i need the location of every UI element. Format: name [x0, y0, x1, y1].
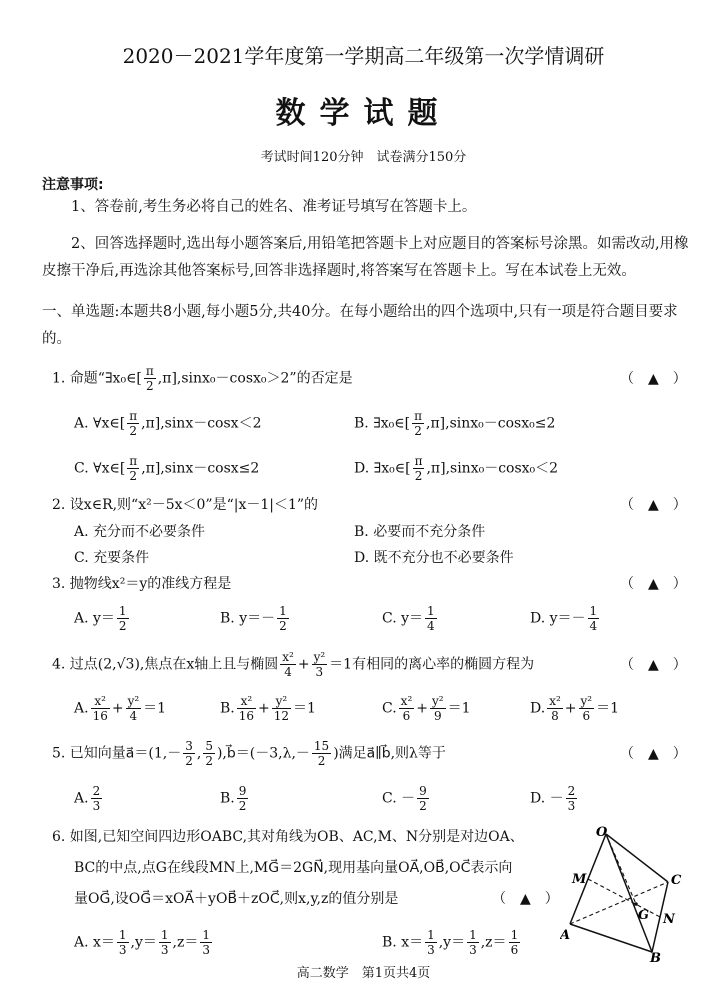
- fraction: $\frac{\text{y²}}{6}$: [580, 694, 593, 723]
- answer-blank: （ ▲ ）: [620, 576, 687, 592]
- fraction: $\frac{\pi}{2}$: [129, 454, 138, 483]
- fraction: $\frac{1}{4}$: [427, 604, 435, 633]
- fraction: $\frac{9}{2}$: [419, 784, 427, 813]
- label-m: M: [572, 872, 587, 887]
- label-g: G: [638, 908, 650, 923]
- q1-option-d: D. ∃x₀∈[ $\frac{\pi}{2}$ ,π],sinx₀－cosx₀＜2: [354, 454, 559, 483]
- answer-blank: （ ▲ ）: [620, 657, 687, 673]
- q2-option-d: D. 既不充分也不必要条件: [354, 550, 514, 566]
- q5-option-b: B. $\frac{9}{2}$: [220, 784, 247, 813]
- fraction: $\frac{\text{x²}}{16}$: [238, 694, 255, 723]
- answer-blank: （ ▲ ）: [492, 891, 559, 907]
- q2-option-c: C. 充要条件: [74, 550, 150, 566]
- edge-ab: [570, 924, 652, 952]
- q1-option-c: C. ∀x∈[ $\frac{\pi}{2}$ ,π],sinx－cosx≤2: [74, 454, 260, 483]
- fraction: $\frac{\pi}{2}$: [145, 364, 154, 393]
- q3-option-b: B. y＝－ $\frac{1}{2}$: [220, 604, 287, 633]
- fraction: $\frac{1}{3}$: [160, 928, 169, 957]
- q4-option-d: D. $\frac{\text{x²}}{8}$ + $\frac{\text{y²}}{6}$ ＝1: [530, 694, 620, 723]
- q6-option-a: A. x＝ $\frac{1}{3}$ ,y＝ $\frac{1}{3}$ ,z＝ $\frac{1}{3}$: [74, 928, 211, 957]
- fraction: $\frac{5}{2}$: [205, 739, 213, 768]
- q1-option-b: B. ∃x₀∈[ $\frac{\pi}{2}$ ,π],sinx₀－cosx₀≤2: [354, 409, 556, 438]
- fraction: $\frac{1}{4}$: [589, 604, 598, 633]
- tetrahedron-figure: [560, 822, 690, 962]
- fraction: $\frac{2}{3}$: [567, 784, 576, 813]
- q3-option-a: A. y＝ $\frac{1}{2}$: [74, 604, 127, 633]
- question-1-stem: 1. 命题“∃x₀∈[ $\frac{\pi}{2}$ ,π],sinx₀－cosx₀＞2”的否定是: [52, 364, 353, 393]
- q5-option-d: D. － $\frac{2}{3}$: [530, 784, 576, 813]
- q5-option-c: C. － $\frac{9}{2}$: [382, 784, 427, 813]
- q4-option-c: C. $\frac{\text{x²}}{6}$ + $\frac{\text{y²}}{9}$ ＝1: [382, 694, 471, 723]
- q3-option-d: D. y＝－ $\frac{1}{4}$: [530, 604, 598, 633]
- q6-option-b: B. x＝ $\frac{1}{3}$ ,y＝ $\frac{1}{3}$ ,z＝ $\frac{1}{6}$: [382, 928, 519, 957]
- fraction: $\frac{1}{3}$: [202, 928, 211, 957]
- question-6-line-2: BC的中点,点G在线段MN上,MG⃗＝2GN⃗,现用基向量OA⃗,OB⃗,OC⃗表示向: [74, 860, 513, 876]
- fraction: $\frac{\text{x²}}{8}$: [549, 694, 561, 723]
- label-a: A: [560, 928, 571, 943]
- question-3-stem: 3. 抛物线x²＝y的准线方程是: [52, 576, 232, 592]
- q4-option-a: A. $\frac{\text{x²}}{16}$ + $\frac{\text{y²}}{4}$ ＝1: [74, 694, 167, 723]
- answer-blank: （ ▲ ）: [620, 497, 687, 513]
- question-6-line-1: 6. 如图,已知空间四边形OABC,其对角线为OB、AC,M、N分别是对边OA、: [52, 829, 524, 845]
- page-footer: 高二数学 第1页共4页: [296, 966, 431, 981]
- fraction: $\frac{9}{2}$: [238, 784, 247, 813]
- fraction: $\frac{\text{y²}}{12}$: [273, 694, 290, 723]
- label-c: C: [671, 873, 682, 888]
- notice-item-2: 2、回答选择题时,选出每小题答案后,用铅笔把答题卡上对应题目的答案标号涂黑。如需改动,用橡皮擦干净后,再选涂其他答案标号,回答非选择题时,将答案写在答题卡上。写在本试卷上无效。: [42, 236, 689, 279]
- q2-option-a: A. 充分而不必要条件: [74, 524, 206, 540]
- fraction: $\frac{15}{2}$: [313, 739, 330, 768]
- subject-title: 数学试题: [275, 96, 452, 131]
- fraction: $\frac{\text{y²}}{4}$: [127, 694, 140, 723]
- q5-option-a: A. $\frac{2}{3}$: [74, 784, 101, 813]
- fraction: $\frac{\text{y²}}{9}$: [431, 694, 444, 723]
- fraction: $\frac{1}{2}$: [118, 604, 127, 633]
- exam-meta: 考试时间120分钟 试卷满分150分: [260, 150, 467, 165]
- section1-heading: 一、单选题:本题共8小题,每小题5分,共40分。在每小题给出的四个选项中,只有一项是符合题目要求的。: [42, 304, 678, 347]
- fraction: $\frac{1}{3}$: [469, 928, 477, 957]
- fraction: $\frac{3}{2}$: [185, 739, 193, 768]
- q1-option-a: A. ∀x∈[ $\frac{\pi}{2}$ ,π],sinx－cosx＜2: [74, 409, 262, 438]
- answer-blank: （ ▲ ）: [620, 371, 687, 387]
- question-5-stem: 5. 已知向量a⃗＝(1,－ $\frac{3}{2}$ , $\frac{5}{2}$ ),b⃗＝(－3,λ,－ $\frac{15}{2}$ )满足a⃗∥b⃗,则λ等于: [52, 739, 446, 768]
- fraction: $\frac{\pi}{2}$: [414, 454, 423, 483]
- fraction: $\frac{2}{3}$: [92, 784, 101, 813]
- label-b: B: [650, 951, 661, 962]
- fraction: $\frac{1}{3}$: [427, 928, 435, 957]
- answer-blank: （ ▲ ）: [620, 746, 687, 762]
- fraction: $\frac{\text{x²}}{4}$: [282, 650, 294, 679]
- notice-heading: 注意事项:: [42, 177, 104, 193]
- fraction: $\frac{1}{3}$: [118, 928, 127, 957]
- label-n: N: [663, 912, 675, 927]
- fraction: $\frac{\text{x²}}{16}$: [92, 694, 108, 723]
- fraction: $\frac{\text{y²}}{3}$: [313, 650, 326, 679]
- fraction: $\frac{\text{x²}}{6}$: [400, 694, 413, 723]
- label-o: O: [596, 825, 608, 840]
- q2-option-b: B. 必要而不充分条件: [354, 524, 486, 540]
- point-g: [634, 902, 638, 906]
- question-2-stem: 2. 设x∈R,则“x²－5x＜0”是“|x－1|＜1”的: [52, 497, 319, 513]
- q4-option-b: B. $\frac{\text{x²}}{16}$ + $\frac{\text{y²}}{12}$ ＝1: [220, 694, 316, 723]
- fraction: $\frac{\pi}{2}$: [129, 409, 138, 438]
- fraction: $\frac{1}{2}$: [279, 604, 287, 633]
- notice-item-1: 1、答卷前,考生务必将自己的姓名、准考证号填写在答题卡上。: [71, 199, 477, 215]
- question-6-line-3: 量OG⃗,设OG⃗＝xOA⃗＋yOB⃗＋zOC⃗,则x,y,z的值分别是: [74, 891, 399, 907]
- fraction: $\frac{\pi}{2}$: [414, 409, 423, 438]
- fraction: $\frac{1}{6}$: [510, 928, 519, 957]
- question-4-stem: 4. 过点(2,√3),焦点在x轴上且与椭圆 $\frac{\text{x²}}{4}$ + $\frac{\text{y²}}{3}$ ＝1有相同的离心率的椭圆方程为: [52, 650, 535, 679]
- exam-title: 2020－2021学年度第一学期高二年级第一次学情调研: [122, 44, 605, 68]
- q3-option-c: C. y＝ $\frac{1}{4}$: [382, 604, 435, 633]
